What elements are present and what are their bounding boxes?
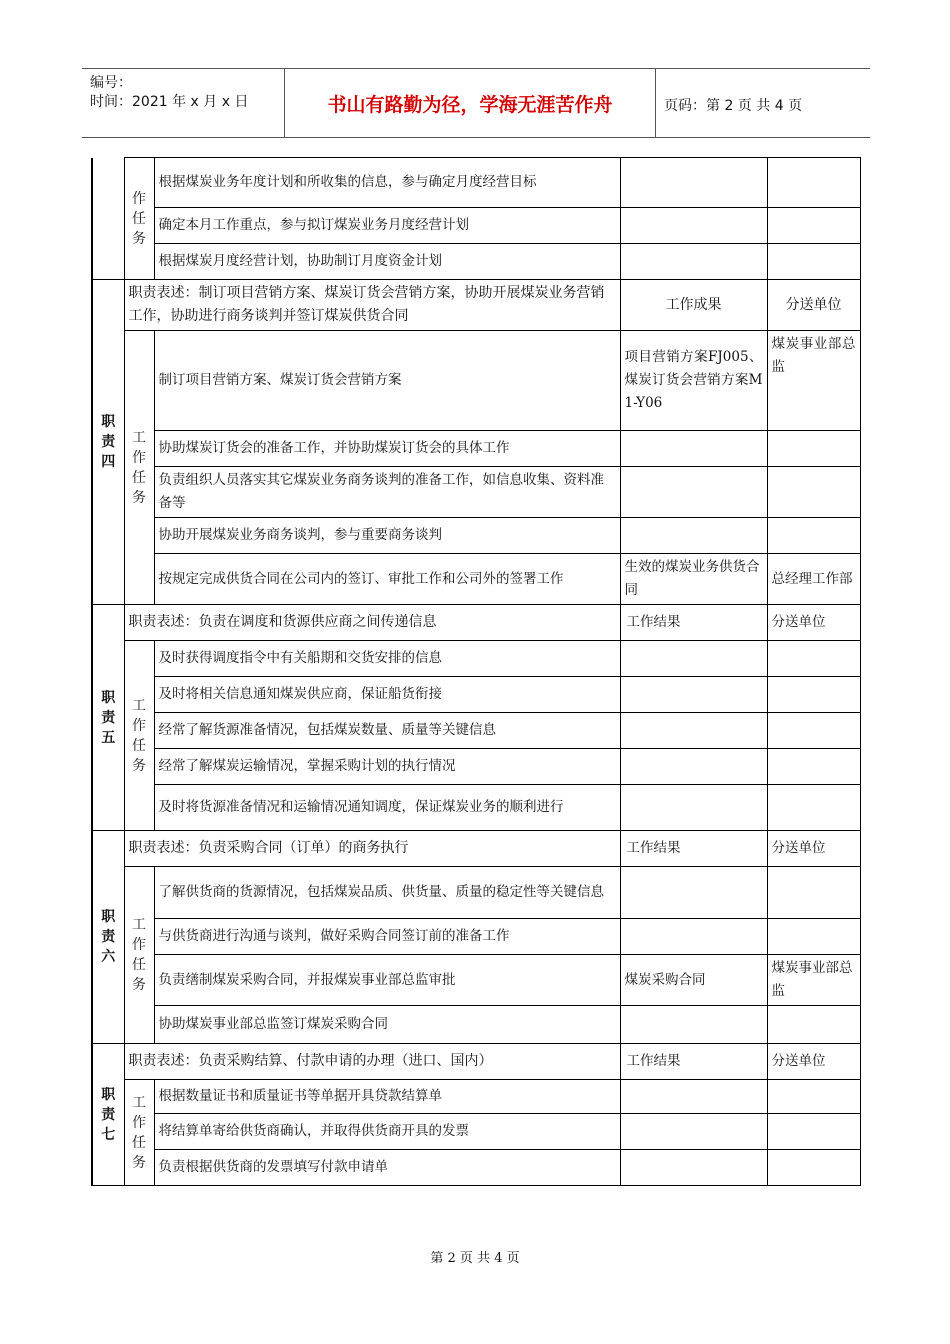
duty-label-cell: [92, 158, 124, 280]
task-destination: [767, 1114, 860, 1150]
table-row: [92, 749, 860, 785]
document-date-label: 时间：2021 年 x 月 x 日: [90, 94, 249, 110]
destination-column-header: 分送单位: [767, 1044, 860, 1080]
table-row: [92, 518, 860, 554]
table-row: [92, 1006, 860, 1044]
task-result: [620, 749, 767, 785]
task-result: [620, 244, 767, 280]
task-destination: [767, 244, 860, 280]
task-destination: 煤炭事业部总监: [767, 955, 860, 1006]
table-row: [92, 1150, 860, 1186]
result-column-header: 工作成果: [620, 280, 767, 331]
task-result: [620, 1080, 767, 1114]
task-result: 生效的煤炭业务供货合同: [620, 554, 767, 605]
document-number-label: 编号：: [90, 75, 132, 91]
task-text: 根据数量证书和质量证书等单据开具贷款结算单: [154, 1080, 620, 1114]
task-text: 负责组织人员落实其它煤炭业务商务谈判的准备工作，如信息收集、资料准备等: [154, 467, 620, 518]
duty-description-row: [92, 605, 860, 641]
task-destination: [767, 919, 860, 955]
task-destination: [767, 431, 860, 467]
destination-column-header: 分送单位: [767, 605, 860, 641]
duty-description-row: [92, 280, 860, 331]
duty-description: 职责表述：负责采购结算、付款申请的办理（进口、国内）: [124, 1044, 620, 1080]
task-text: 负责根据供货商的发票填写付款申请单: [154, 1150, 620, 1186]
duty-label: 职 责 七: [92, 1044, 124, 1186]
table-row: [92, 431, 860, 467]
table-row: [92, 919, 860, 955]
task-result: [620, 677, 767, 713]
page-header: [82, 68, 870, 138]
page-footer: 第 2 页 共 4 页: [430, 1251, 520, 1266]
task-group-label: 工 作 任 务: [124, 867, 154, 1044]
task-text: 及时将相关信息通知煤炭供应商，保证船货衔接: [154, 677, 620, 713]
task-group-label: 工 作 任 务: [124, 331, 154, 605]
task-text: 与供货商进行沟通与谈判，做好采购合同签订前的准备工作: [154, 919, 620, 955]
task-group-label: 工 作 任 务: [124, 641, 154, 831]
table-row: [92, 554, 860, 605]
task-result: [620, 1006, 767, 1044]
table-row: [92, 867, 860, 919]
header-meta: [82, 69, 285, 137]
task-text: 制订项目营销方案、煤炭订货会营销方案: [154, 331, 620, 431]
task-result: [620, 785, 767, 831]
task-result: [620, 158, 767, 208]
duty-description: 职责表述：制订项目营销方案、煤炭订货会营销方案，协助开展煤炭业务营销工作，协助进行商务谈判并签订煤炭供货合同: [124, 280, 620, 331]
table-row: [92, 677, 860, 713]
task-destination: [767, 677, 860, 713]
task-destination: [767, 867, 860, 919]
task-destination: [767, 467, 860, 518]
task-destination: [767, 785, 860, 831]
header-motto: 书山有路勤为径，学海无涯苦作舟: [285, 69, 656, 137]
task-destination: [767, 1080, 860, 1114]
task-result: [620, 1150, 767, 1186]
duty-label: 职 责 五: [92, 605, 124, 831]
task-destination: [767, 518, 860, 554]
table-row: [92, 244, 860, 280]
result-column-header: 工作结果: [620, 1044, 767, 1080]
task-text: 按规定完成供货合同在公司内的签订、审批工作和公司外的签署工作: [154, 554, 620, 605]
task-text: 根据煤炭月度经营计划，协助制订月度资金计划: [154, 244, 620, 280]
task-text: 将结算单寄给供货商确认，并取得供货商开具的发票: [154, 1114, 620, 1150]
destination-column-header: 分送单位: [767, 280, 860, 331]
task-destination: [767, 641, 860, 677]
table-row: [92, 158, 860, 208]
destination-column-header: 分送单位: [767, 831, 860, 867]
task-destination: 总经理工作部: [767, 554, 860, 605]
job-duties-table: [91, 157, 861, 1186]
table-row: [92, 1080, 860, 1114]
duty-label: 职 责 六: [92, 831, 124, 1044]
task-destination: [767, 713, 860, 749]
task-result: [620, 467, 767, 518]
duty-label: 职 责 四: [92, 280, 124, 605]
table-row: [92, 785, 860, 831]
task-destination: [767, 749, 860, 785]
duty-description-row: [92, 1044, 860, 1080]
table-row: [92, 955, 860, 1006]
task-group-label: 工 作 任 务: [124, 1080, 154, 1186]
task-text: 协助煤炭事业部总监签订煤炭采购合同: [154, 1006, 620, 1044]
task-result: [620, 919, 767, 955]
task-text: 了解供货商的货源情况，包括煤炭品质、供货量、质量的稳定性等关键信息: [154, 867, 620, 919]
task-result: [620, 1114, 767, 1150]
table-row: [92, 1114, 860, 1150]
task-text: 经常了解煤炭运输情况，掌握采购计划的执行情况: [154, 749, 620, 785]
task-group-label: 作 任 务: [124, 158, 154, 280]
task-result: [620, 641, 767, 677]
task-result: [620, 713, 767, 749]
table-row: [92, 713, 860, 749]
task-result: [620, 518, 767, 554]
table-row: [92, 641, 860, 677]
duty-description: 职责表述：负责采购合同（订单）的商务执行: [124, 831, 620, 867]
task-text: 及时获得调度指令中有关船期和交货安排的信息: [154, 641, 620, 677]
task-result: 煤炭采购合同: [620, 955, 767, 1006]
task-text: 协助煤炭订货会的准备工作，并协助煤炭订货会的具体工作: [154, 431, 620, 467]
duty-description: 职责表述：负责在调度和货源供应商之间传递信息: [124, 605, 620, 641]
task-result: [620, 431, 767, 467]
task-destination: [767, 158, 860, 208]
task-destination: [767, 208, 860, 244]
task-result: [620, 208, 767, 244]
task-destination: [767, 1006, 860, 1044]
task-text: 负责缮制煤炭采购合同，并报煤炭事业部总监审批: [154, 955, 620, 1006]
task-destination: 煤炭事业部总监: [767, 331, 860, 431]
table-row: [92, 331, 860, 431]
task-result: [620, 867, 767, 919]
table-row: [92, 467, 860, 518]
task-result: 项目营销方案FJ005、煤炭订货会营销方案M1-Y06: [620, 331, 767, 431]
result-column-header: 工作结果: [620, 831, 767, 867]
result-column-header: 工作结果: [620, 605, 767, 641]
task-text: 确定本月工作重点，参与拟订煤炭业务月度经营计划: [154, 208, 620, 244]
task-destination: [767, 1150, 860, 1186]
task-text: 协助开展煤炭业务商务谈判，参与重要商务谈判: [154, 518, 620, 554]
task-text: 经常了解货源准备情况，包括煤炭数量、质量等关键信息: [154, 713, 620, 749]
task-text: 根据煤炭业务年度计划和所收集的信息，参与确定月度经营目标: [154, 158, 620, 208]
table-row: [92, 208, 860, 244]
header-page-number: 页码：第 2 页 共 4 页: [664, 98, 803, 114]
task-text: 及时将货源准备情况和运输情况通知调度，保证煤炭业务的顺利进行: [154, 785, 620, 831]
duty-description-row: [92, 831, 860, 867]
